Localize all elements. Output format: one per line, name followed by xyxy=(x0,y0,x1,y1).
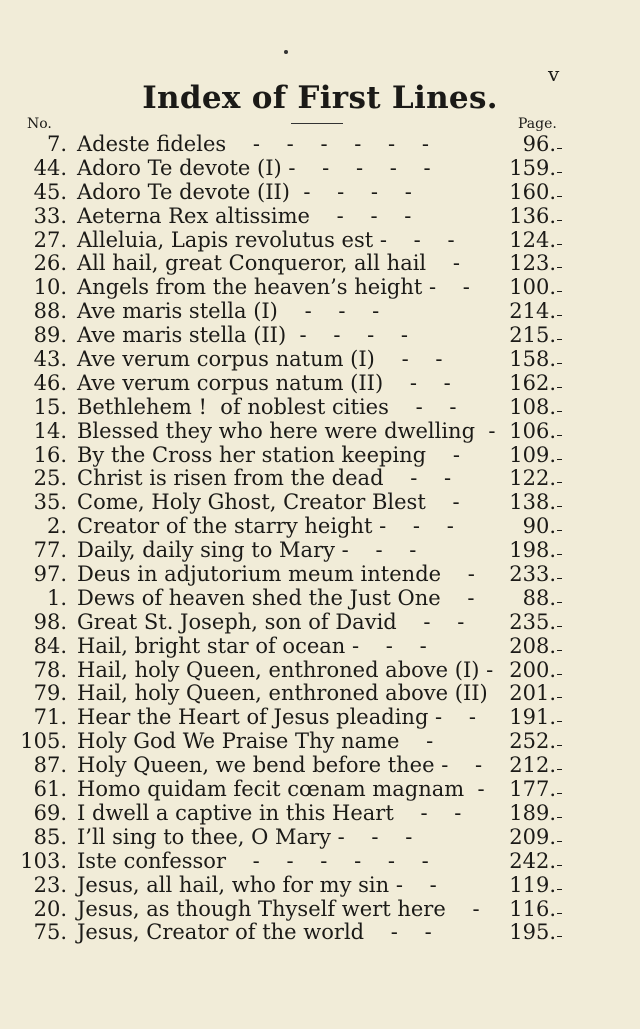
entry-page: 123. xyxy=(509,251,556,276)
index-entry xyxy=(0,802,640,826)
entry-page: 158. xyxy=(509,347,556,372)
entry-number: 23. xyxy=(33,872,67,897)
index-entry xyxy=(0,444,640,468)
entry-first-line: Hail, holy Queen, enthroned above (I) - xyxy=(77,657,494,682)
entry-page: 191. xyxy=(509,705,556,730)
entry-page: 124. xyxy=(509,227,556,252)
page-tick-mark xyxy=(557,602,562,603)
entry-number: 46. xyxy=(33,370,67,395)
index-entry xyxy=(0,682,640,706)
entry-first-line: Deus in adjutorium meum intende - xyxy=(77,562,475,587)
entry-page: 96. xyxy=(522,132,556,156)
page-mark-dot xyxy=(284,50,288,54)
entry-page: 198. xyxy=(509,538,556,563)
index-entry xyxy=(0,611,640,635)
entry-number: 35. xyxy=(33,490,67,515)
entry-page: 208. xyxy=(509,633,556,658)
entry-number: 14. xyxy=(33,418,67,443)
entry-first-line: Adoro Te devote (I) - - - - - xyxy=(77,155,431,180)
page-tick-mark xyxy=(557,220,562,221)
entry-number: 10. xyxy=(33,275,67,300)
page-tick-mark xyxy=(557,889,562,890)
entry-number: 20. xyxy=(33,896,67,921)
index-entry xyxy=(0,587,640,611)
entry-number: 103. xyxy=(20,848,67,873)
index-entry xyxy=(0,659,640,683)
page-tick-mark xyxy=(557,148,562,149)
entry-page: 138. xyxy=(509,490,556,515)
entry-first-line: Homo quidam fecit cœnam magnam - xyxy=(77,777,485,802)
entry-page: 209. xyxy=(509,824,556,849)
entry-page: 159. xyxy=(509,155,556,180)
entry-number: 45. xyxy=(33,179,67,204)
page-tick-mark xyxy=(557,841,562,842)
page-tick-mark xyxy=(557,315,562,316)
entry-first-line: Blessed they who here were dwelling - xyxy=(77,418,496,443)
entry-first-line: I’ll sing to thee, O Mary - - - xyxy=(77,824,413,849)
index-entry xyxy=(0,467,640,491)
entry-first-line: Alleluia, Lapis revolutus est - - - xyxy=(77,227,455,252)
page-tick-mark xyxy=(557,172,562,173)
index-entry xyxy=(0,372,640,396)
entry-page: 214. xyxy=(509,299,556,324)
index-entry xyxy=(0,850,640,874)
index-entry xyxy=(0,252,640,276)
page-tick-mark xyxy=(557,554,562,555)
entry-page: 109. xyxy=(509,442,556,467)
entry-number: 43. xyxy=(33,347,67,372)
page-tick-mark xyxy=(557,482,562,483)
index-entry xyxy=(0,826,640,850)
index-entry xyxy=(0,539,640,563)
entry-number: 16. xyxy=(33,442,67,467)
entry-first-line: Jesus, all hail, who for my sin - - xyxy=(77,872,437,897)
index-entry xyxy=(0,515,640,539)
entry-page: 162. xyxy=(509,370,556,395)
entry-page: 122. xyxy=(509,466,556,491)
entry-page: 195. xyxy=(509,920,556,945)
page-tick-mark xyxy=(557,196,562,197)
entry-first-line: Adoro Te devote (II) - - - - xyxy=(77,179,412,204)
column-header-page: Page. xyxy=(518,116,557,132)
entry-page: 136. xyxy=(509,203,556,228)
entry-number: 33. xyxy=(33,203,67,228)
entry-first-line: Jesus, Creator of the world - - xyxy=(77,920,432,945)
page-tick-mark xyxy=(557,291,562,292)
entry-page: 90. xyxy=(522,514,556,539)
entry-page: 235. xyxy=(509,609,556,634)
entry-first-line: Dews of heaven shed the Just One - xyxy=(77,585,475,610)
page-tick-mark xyxy=(557,387,562,388)
entry-number: 71. xyxy=(33,705,67,730)
entry-first-line: By the Cross her station keeping - xyxy=(77,442,460,467)
entry-number: 15. xyxy=(33,394,67,419)
entry-first-line: Aeterna Rex altissime - - - xyxy=(77,203,412,228)
entry-number: 98. xyxy=(33,609,67,634)
entry-number: 25. xyxy=(33,466,67,491)
page-tick-mark xyxy=(557,721,562,722)
page-tick-mark xyxy=(557,411,562,412)
index-list xyxy=(0,133,640,945)
entry-page: 160. xyxy=(509,179,556,204)
index-entry xyxy=(0,563,640,587)
entry-first-line: Angels from the heaven’s height - - xyxy=(77,275,470,300)
index-entry xyxy=(0,300,640,324)
index-entry xyxy=(0,157,640,181)
entry-first-line: Daily, daily sing to Mary - - - xyxy=(77,538,417,563)
entry-first-line: Creator of the starry height - - - xyxy=(77,514,454,539)
entry-number: 44. xyxy=(33,155,67,180)
index-entry xyxy=(0,348,640,372)
entry-page: 108. xyxy=(509,394,556,419)
entry-first-line: Holy Queen, we bend before thee - - xyxy=(77,753,483,778)
entry-page: 189. xyxy=(509,800,556,825)
index-entry xyxy=(0,706,640,730)
entry-page: 252. xyxy=(509,729,556,754)
entry-number: 7. xyxy=(46,132,67,156)
entry-page: 116. xyxy=(509,896,556,921)
index-entry xyxy=(0,898,640,922)
entry-number: 69. xyxy=(33,800,67,825)
entry-first-line: Jesus, as though Thyself wert here - xyxy=(77,896,480,921)
entry-first-line: Ave maris stella (I) - - - xyxy=(77,299,380,324)
entry-first-line: Ave verum corpus natum (I) - - xyxy=(77,347,443,372)
entry-first-line: Come, Holy Ghost, Creator Blest - xyxy=(77,490,460,515)
entry-number: 97. xyxy=(33,562,67,587)
entry-page: 201. xyxy=(509,681,556,706)
entry-page: 212. xyxy=(509,753,556,778)
entry-number: 27. xyxy=(33,227,67,252)
page-tick-mark xyxy=(557,769,562,770)
entry-number: 105. xyxy=(20,729,67,754)
index-entry xyxy=(0,635,640,659)
page-number: v xyxy=(548,62,560,86)
index-entry xyxy=(0,420,640,444)
page-tick-mark xyxy=(557,459,562,460)
index-entry xyxy=(0,276,640,300)
entry-first-line: Christ is risen from the dead - - xyxy=(77,466,452,491)
index-entry xyxy=(0,181,640,205)
entry-page: 215. xyxy=(509,323,556,348)
entry-number: 78. xyxy=(33,657,67,682)
index-entry xyxy=(0,324,640,348)
index-entry xyxy=(0,491,640,515)
entry-number: 87. xyxy=(33,753,67,778)
page-tick-mark xyxy=(557,339,562,340)
entry-number: 77. xyxy=(33,538,67,563)
header-rule xyxy=(291,123,343,124)
page-tick-mark xyxy=(557,530,562,531)
entry-first-line: Great St. Joseph, son of David - - xyxy=(77,609,465,634)
entry-number: 85. xyxy=(33,824,67,849)
entry-first-line: Ave verum corpus natum (II) - - xyxy=(77,370,451,395)
index-entry xyxy=(0,133,640,157)
entry-first-line: Ave maris stella (II) - - - - xyxy=(77,323,409,348)
entry-number: 84. xyxy=(33,633,67,658)
index-entry xyxy=(0,229,640,253)
page-tick-mark xyxy=(557,435,562,436)
page-tick-mark xyxy=(557,793,562,794)
entry-number: 88. xyxy=(33,299,67,324)
entry-first-line: Hail, bright star of ocean - - - xyxy=(77,633,427,658)
page-tick-mark xyxy=(557,745,562,746)
index-entry xyxy=(0,921,640,945)
entry-first-line: Bethlehem ! of noblest cities - - xyxy=(77,394,457,419)
entry-first-line: Adeste fideles - - - - - - xyxy=(77,132,429,156)
entry-number: 2. xyxy=(46,514,67,539)
entry-page: 177. xyxy=(509,777,556,802)
entry-number: 75. xyxy=(33,920,67,945)
entry-page: 200. xyxy=(509,657,556,682)
page-tick-mark xyxy=(557,697,562,698)
index-entry xyxy=(0,778,640,802)
entry-first-line: I dwell a captive in this Heart - - xyxy=(77,800,462,825)
entry-number: 1. xyxy=(46,585,67,610)
index-entry xyxy=(0,754,640,778)
page-tick-mark xyxy=(557,578,562,579)
entry-number: 89. xyxy=(33,323,67,348)
page-tick-mark xyxy=(557,626,562,627)
entry-page: 88. xyxy=(522,585,556,610)
page-title: Index of First Lines. xyxy=(142,80,498,116)
entry-page: 106. xyxy=(509,418,556,443)
page-tick-mark xyxy=(557,267,562,268)
page-tick-mark xyxy=(557,506,562,507)
entry-number: 26. xyxy=(33,251,67,276)
page-tick-mark xyxy=(557,363,562,364)
entry-page: 242. xyxy=(509,848,556,873)
entry-number: 61. xyxy=(33,777,67,802)
entry-page: 119. xyxy=(509,872,556,897)
page-tick-mark xyxy=(557,913,562,914)
page-tick-mark xyxy=(557,650,562,651)
index-entry xyxy=(0,396,640,420)
entry-first-line: Iste confessor - - - - - - xyxy=(77,848,429,873)
entry-page: 233. xyxy=(509,562,556,587)
entry-first-line: Hail, holy Queen, enthroned above (II) xyxy=(77,681,488,706)
entry-first-line: Hear the Heart of Jesus pleading - - xyxy=(77,705,476,730)
page-tick-mark xyxy=(557,865,562,866)
page-tick-mark xyxy=(557,817,562,818)
column-header-no: No. xyxy=(27,116,52,132)
index-entry xyxy=(0,874,640,898)
page-tick-mark xyxy=(557,936,562,937)
index-entry xyxy=(0,730,640,754)
entry-first-line: All hail, great Conqueror, all hail - xyxy=(77,251,460,276)
index-entry xyxy=(0,205,640,229)
entry-first-line: Holy God We Praise Thy name - xyxy=(77,729,434,754)
entry-number: 79. xyxy=(33,681,67,706)
entry-page: 100. xyxy=(509,275,556,300)
page-tick-mark xyxy=(557,674,562,675)
page-tick-mark xyxy=(557,244,562,245)
